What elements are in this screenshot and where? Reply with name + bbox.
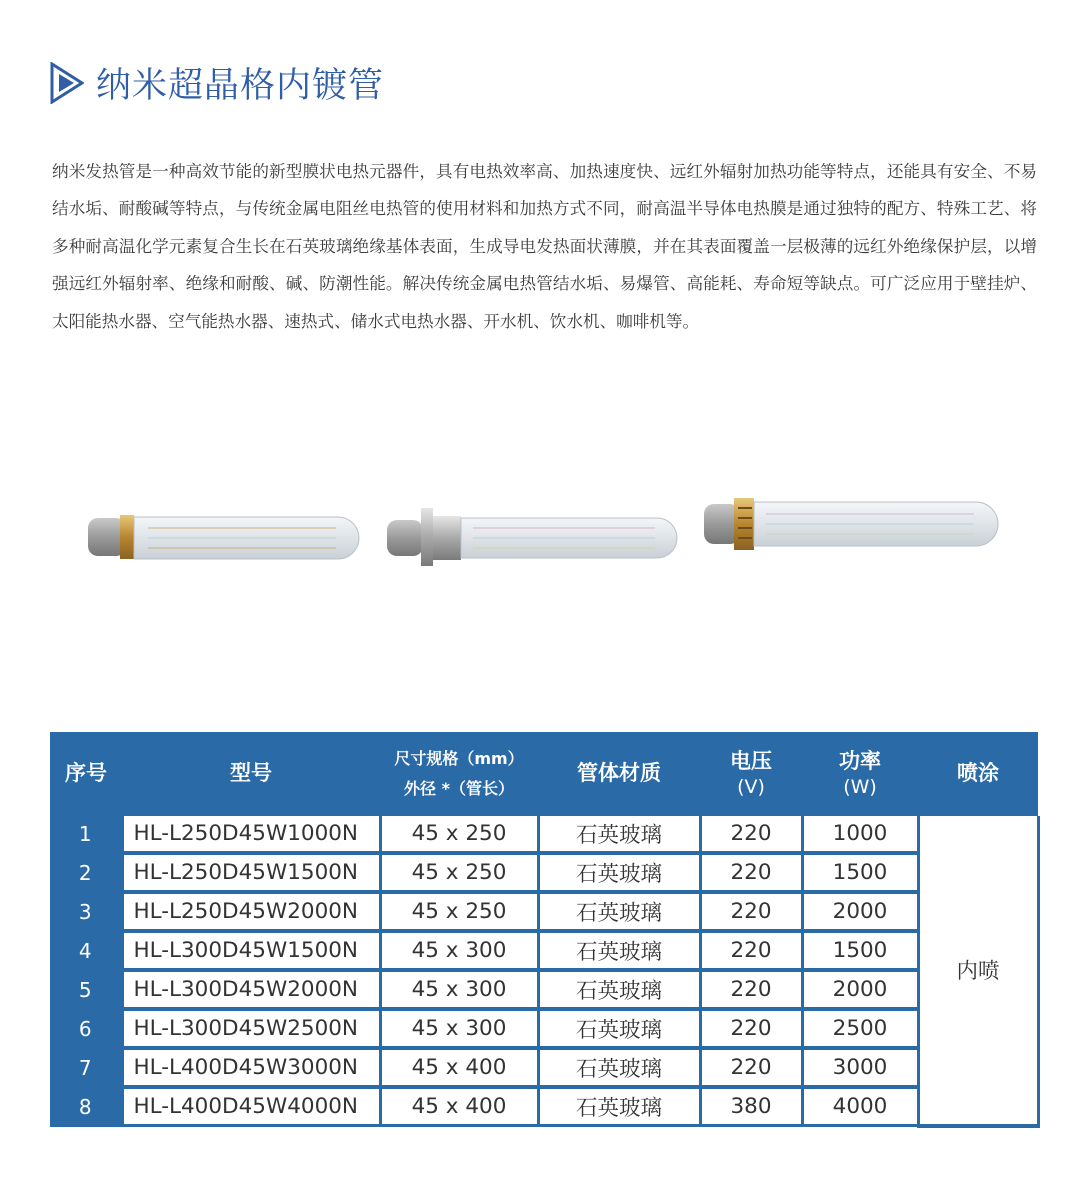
header-power-label: 功率 [839,749,881,773]
cell-material: 石英玻璃 [538,931,700,970]
cell-index: 8 [50,1087,122,1126]
cell-voltage: 220 [700,970,802,1009]
product-description: 纳米发热管是一种高效节能的新型膜状电热元器件，具有电热效率高、加热速度快、远红外辐射加热功能等特点，还能具有安全、不易结水垢、耐酸碱等特点，与传统金属电阻丝电热管的使用材料和加热方式不同，耐高温半导体电热膜是通过独特的配方、特殊工艺、将多种耐高温化学元素复合生长在石英玻璃绝缘基体表面，生成导电发热面状薄膜，并在其表面覆盖一层极薄的远红外绝缘保护层，以增强远红外辐射率、绝缘和耐酸、碱、防潮性能。解决传统金属电热管结水垢、易爆管、高能耗、寿命短等缺点。可广泛应用于壁挂炉、太阳能热水器、空气能热水器、速热式、储水式电热水器、开水机、饮水机、咖啡机等。 [52,161,1037,331]
cell-voltage: 220 [700,853,802,892]
cell-power: 2000 [802,970,918,1009]
cell-index: 3 [50,892,122,931]
header-voltage-unit: (V) [737,776,765,799]
cell-model: HL-L300D45W2500N [122,1009,380,1048]
header-index: 序号 [50,732,122,816]
cell-index: 2 [50,853,122,892]
cell-model: HL-L300D45W1500N [122,931,380,970]
cell-power: 3000 [802,1048,918,1087]
cell-model: HL-L250D45W1000N [122,816,380,853]
cell-size: 45 x 300 [380,1009,538,1048]
cell-material: 石英玻璃 [538,892,700,931]
cell-voltage: 380 [700,1087,802,1126]
heating-tube-icon [704,496,1000,552]
cell-voltage: 220 [700,1009,802,1048]
cell-power: 1500 [802,931,918,970]
table-row [50,816,1038,853]
cell-model: HL-L250D45W2000N [122,892,380,931]
cell-index: 4 [50,931,122,970]
cell-model: HL-L400D45W3000N [122,1048,380,1087]
cell-size: 45 x 400 [380,1048,538,1087]
cell-material: 石英玻璃 [538,853,700,892]
cell-size: 45 x 250 [380,892,538,931]
cell-voltage: 220 [700,892,802,931]
cell-model: HL-L400D45W4000N [122,1087,380,1126]
header-voltage-label: 电压 [730,749,772,773]
table-row [50,853,1038,892]
cell-power: 1500 [802,853,918,892]
table-row [50,931,1038,970]
table-header-row [50,732,1038,816]
cell-size: 45 x 250 [380,816,538,853]
cell-voltage: 220 [700,816,802,853]
cell-voltage: 220 [700,931,802,970]
header-model: 型号 [122,732,380,816]
cell-voltage: 220 [700,1048,802,1087]
header-power [802,732,918,816]
product-images [80,490,1010,570]
cell-power: 2000 [802,892,918,931]
header-coating: 喷涂 [918,732,1038,816]
cell-model: HL-L250D45W1500N [122,853,380,892]
cell-coating: 内喷 [918,816,1038,1126]
cell-size: 45 x 400 [380,1087,538,1126]
cell-index: 5 [50,970,122,1009]
header-voltage [700,732,802,816]
cell-index: 7 [50,1048,122,1087]
heating-tube-icon [387,506,679,568]
section-heading [50,58,384,108]
cell-size: 45 x 300 [380,931,538,970]
cell-material: 石英玻璃 [538,1009,700,1048]
table-row [50,892,1038,931]
cell-model: HL-L300D45W2000N [122,970,380,1009]
heating-tube-icon [88,512,360,564]
table-row [50,1087,1038,1126]
cell-size: 45 x 300 [380,970,538,1009]
header-size-line1: 尺寸规格（mm） [394,749,524,768]
page-title: 纳米超晶格内镀管 [96,66,385,106]
cell-material: 石英玻璃 [538,1087,700,1126]
header-size [380,732,538,816]
cell-power: 2500 [802,1009,918,1048]
cell-material: 石英玻璃 [538,816,700,853]
cell-index: 6 [50,1009,122,1048]
header-material: 管体材质 [538,732,700,816]
table-row [50,970,1038,1009]
cell-size: 45 x 250 [380,853,538,892]
table-row [50,1009,1038,1048]
cell-index: 1 [50,816,122,853]
play-triangle-icon [50,62,84,104]
cell-material: 石英玻璃 [538,970,700,1009]
cell-power: 1000 [802,816,918,853]
table-row [50,1048,1038,1087]
cell-power: 4000 [802,1087,918,1126]
header-size-line2: 外径 *（管长） [404,779,514,798]
header-power-unit: (W) [843,776,877,799]
spec-table [50,732,1040,1128]
cell-material: 石英玻璃 [538,1048,700,1087]
